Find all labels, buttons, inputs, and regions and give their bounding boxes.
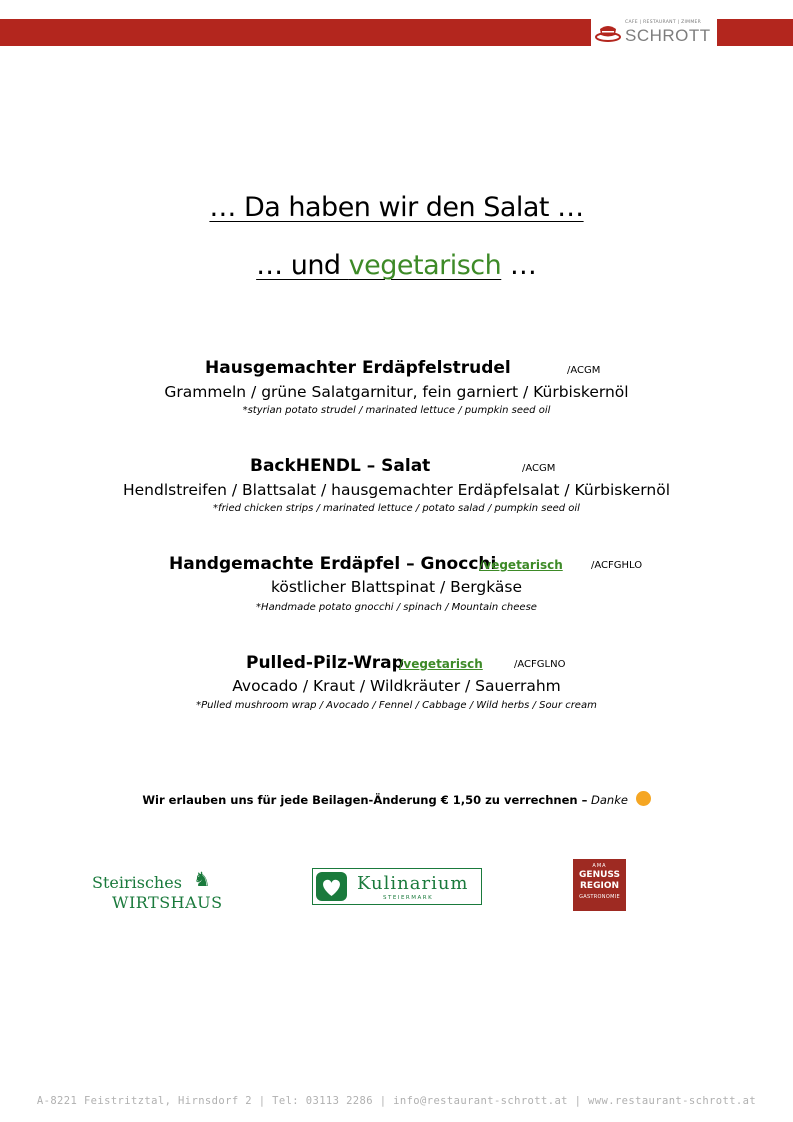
logo-name: SCHROTT (625, 25, 711, 45)
headline-line2-highlight: vegetarisch (348, 250, 502, 281)
dish-title: Pulled-Pilz-Wrap (246, 653, 404, 673)
ama-line1: AMA (592, 863, 607, 869)
dish-allergens: /ACGM (567, 365, 601, 376)
thanks-text: Danke (591, 793, 628, 807)
vegetarian-tag: /vegetarisch (399, 657, 483, 671)
panther-icon: ♞ (193, 867, 211, 891)
ama-line2a: GENUSS (579, 870, 620, 880)
dish-english: *styrian potato strudel / marinated lettuce / pumpkin seed oil (242, 405, 551, 416)
ama-line3: GASTRONOMIE (579, 894, 620, 900)
ama-genuss-region-logo (573, 859, 626, 911)
steir-line1: Steirisches (92, 873, 182, 892)
footer-address: A-8221 Feistritztal, Hirnsdorf 2 | Tel: 03113 2286 | info@restaurant-schrott.at | www.restaurant-schrott.at (36, 1095, 757, 1107)
dish-allergens: /ACFGLNO (514, 659, 566, 670)
kulinarium-sub: STEIERMARK (383, 895, 434, 901)
ama-line2b: REGION (580, 881, 619, 891)
smiley-icon (636, 791, 651, 806)
dish-english: *Pulled mushroom wrap / Avocado / Fennel / Cabbage / Wild herbs / Sour cream (196, 700, 597, 711)
steirisches-wirtshaus-logo (92, 867, 232, 913)
dish-title: Handgemachte Erdäpfel – Gnocchi (169, 554, 497, 574)
restaurant-logo (591, 19, 717, 46)
headline-line2-prefix: … und (256, 250, 349, 281)
dish-description: Grammeln / grüne Salatgarnitur, fein garniert / Kürbiskernöl (164, 383, 629, 401)
dish-description: Avocado / Kraut / Wildkräuter / Sauerrahm (232, 677, 561, 695)
kulinarium-logo (312, 868, 482, 905)
dish-allergens: /ACFGHLO (591, 560, 643, 571)
surcharge-note (0, 793, 793, 808)
vegetarian-tag: /vegetarisch (479, 558, 563, 572)
headline-line2-suffix: … (501, 250, 537, 281)
headline-line2 (0, 250, 793, 281)
dish-title: Hausgemachter Erdäpfelstrudel (205, 358, 511, 378)
dish-description: Hendlstreifen / Blattsalat / hausgemachter Erdäpfelsalat / Kürbiskernöl (122, 481, 671, 499)
logo-tagline: CAFE | RESTAURANT | ZIMMER (625, 20, 702, 26)
dish-title: BackHENDL – Salat (250, 456, 431, 476)
surcharge-text: Wir erlauben uns für jede Beilagen-Änderung € 1,50 zu verrechnen – (142, 793, 588, 807)
heart-icon (316, 872, 347, 901)
headline-line1: … Da haben wir den Salat … (209, 192, 584, 223)
kulinarium-name: Kulinarium (357, 873, 469, 894)
dish-allergens: /ACGM (522, 463, 556, 474)
dish-english: *Handmade potato gnocchi / spinach / Mountain cheese (256, 602, 537, 613)
dish-description: köstlicher Blattspinat / Bergkäse (270, 578, 523, 596)
steir-line2: WIRTSHAUS (112, 893, 223, 912)
cup-icon (591, 19, 625, 46)
dish-english: *fried chicken strips / marinated lettuce / potato salad / pumpkin seed oil (213, 503, 580, 514)
